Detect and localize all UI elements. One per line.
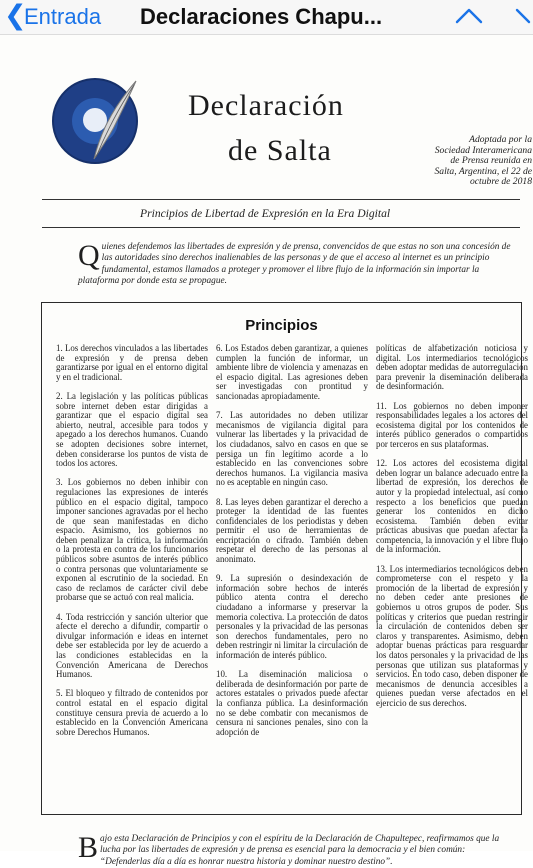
principles-column-1 <box>56 344 208 747</box>
previous-message-icon[interactable] <box>454 5 484 27</box>
principle-10: 10. La diseminación maliciosa o deliberada de desinformación por parte de actores estatales o privados puede afectar la confianza pública. La desinformación no se debe combatir con mecanismos de censura ni sanciones penales, sino con la adopción de <box>216 669 368 737</box>
mail-nav-bar <box>0 0 533 35</box>
principles-column-3 <box>376 344 528 718</box>
outro-text: ajo esta Declaración de Principios y con el espíritu de la Declaración de Chapultepec, reafirmamos que la lucha por las libertades de expresión y de prensa es esencial para la democracia y el bien común: “Defenderlas día a día es honrar nuestra historia y dominar nuestro destino”. <box>100 834 500 867</box>
back-button[interactable]: Entrada <box>24 4 102 29</box>
declaration-subtitle: Principios de Libertad de Expresión en la Era Digital <box>140 207 391 220</box>
principles-box <box>41 302 528 815</box>
quill-pen-icon <box>84 75 144 161</box>
principle-8: 8. Las leyes deben garantizar el derecho a proteger la identidad de las fuentes confidenciales de los periodistas y deben permitir el uso de herramientas de encriptación o cifrado. También deben respetar el derecho de las personas al anonimato. <box>216 496 368 565</box>
outro-dropcap: B <box>78 831 99 864</box>
divider-bottom <box>42 227 520 228</box>
principle-5: 5. El bloqueo y filtrado de contenidos por control estatal en el espacio digital constituye censura previa de acuerdo a lo establecido en la Convención Americana sobre Derechos Humanos. <box>56 688 208 737</box>
principle-1: 1. Los derechos vinculados a las libertades de expresión y de prensa deben garantizarse por igual en el entorno digital y en el tradicional. <box>56 343 208 382</box>
principle-10-continued: políticas de alfabetización noticiosa y digital. Los intermediarios tecnológicos deben adoptar medidas de autorregulación para prevenir la diseminación deliberada de desinformación. <box>376 343 528 392</box>
message-subject-title: Declaraciones Chapu... <box>140 4 383 29</box>
principle-4: 4. Toda restricción y sanción ulterior que afecte el derecho a difundir, compartir o divulgar información e ideas en internet debe ser establecida por ley de acuerdo a las condiciones establecidas en la Convención Americana de Derechos Humanos. <box>56 611 208 680</box>
principles-column-2 <box>216 344 368 747</box>
principle-6: 6. Los Estados deben garantizar, a quienes cumplen la función de informar, un ambiente libre de violencia y amenazas en el espacio digital. Las agresiones deben ser investigadas con prontitud y sancionadas apropiadamente. <box>216 343 368 401</box>
principle-12: 12. Los actores del ecosistema digital deben lograr un balance adecuado entre la libertad de expresión, los derechos de autor y la propiedad intelectual, así como respecto a los beneficios que puedan generar los contenidos en dicho ecosistema. También deben evitar prácticas abusivas que puedan afectar la competencia, la innovación y el libre flujo de la información. <box>376 458 528 555</box>
adoption-note: Adoptada por la Sociedad Interamericana de Prensa reunida en Salta, Argentina, el 22 de octubre de 2018 <box>434 134 532 187</box>
declaration-image <box>0 35 533 867</box>
divider-top <box>42 199 520 200</box>
intro-text: uienes defendemos las libertades de expresión y de prensa, convencidos de que estas no son una concesión de las autoridades sino derechos inalienables de las personas y de que el acceso al internet es un principio fundamental, estamos llamados a proteger y promover el libre flujo de la información sin importar la plataforma por donde esta se propague. <box>78 242 511 287</box>
principle-3: 3. Los gobiernos no deben inhibir con regulaciones las expresiones de interés público en el espacio digital, tampoco imponer sanciones agravadas por el hecho de que sean manifestadas en dicho espacio. Asimismo, los gobiernos no deben penalizar la crítica, la información o la protesta en contra de los funcionarios públicos sobre asuntos de interés público o contra personas que voluntariamente se exponen al escrutinio de la sociedad. En caso de reclamos de carácter civil debe probarse que se actuó con real malicia. <box>56 477 208 603</box>
principle-11: 11. Los gobiernos no deben imponer responsabilidades legales a los actores del ecosistema digital por los contenidos de interés público generados o compartidos por terceros en sus plataformas. <box>376 400 528 449</box>
back-chevron-icon[interactable]: ❮ <box>4 0 27 31</box>
principle-7: 7. Las autoridades no deben utilizar mecanismos de vigilancia digital para vulnerar las libertades y la privacidad de los ciudadanos, salvo en casos en que se persiga un fin legítimo acorde a lo establecido en las convenciones sobre derechos humanos. La vigilancia masiva no es aceptable en ningún caso. <box>216 410 368 488</box>
principle-13: 13. Los intermediarios tecnológicos deben comprometerse con el respeto y la promoción de la libertad de expresión y no deben ceder ante presiones de gobiernos u otros grupos de poder. Sus políticas y criterios que puedan restringir la circulación de contenidos deben ser claros y transparentes. Asimismo, deben adoptar buenas prácticas para resguardar los datos personales y la privacidad de las personas que utilizan sus plataformas y servicios. En todo caso, deben disponer de mecanismos de denuncia accesibles a quienes puedan verse afectados en el ejercicio de sus derechos. <box>376 563 528 708</box>
intro-paragraph <box>78 239 514 288</box>
declaration-title-line1: Declaración <box>188 89 344 122</box>
declaration-title-line2: de Salta <box>228 134 332 167</box>
next-message-icon[interactable] <box>513 5 533 27</box>
principle-2: 2. La legislación y las políticas públicas sobre internet deben estar dirigidas a garantizar que el espacio digital sea abierto, neutral, accesible para todos y apegado a los derechos humanos. Cuando se adopten decisiones sobre internet, deben considerarse los puntos de vista de todos los actores. <box>56 390 208 469</box>
principle-9: 9. La supresión o desindexación de información sobre hechos de interés público atenta contra el derecho ciudadano a informarse y preservar la memoria colectiva. La protección de datos personales y la privacidad de las personas son derechos fundamentales, pero no deben restringir ni limitar la circulación de información de interés público. <box>216 573 368 660</box>
principles-heading: Principios <box>245 317 318 334</box>
closing-paragraph <box>78 831 518 868</box>
intro-dropcap: Q <box>78 239 100 272</box>
